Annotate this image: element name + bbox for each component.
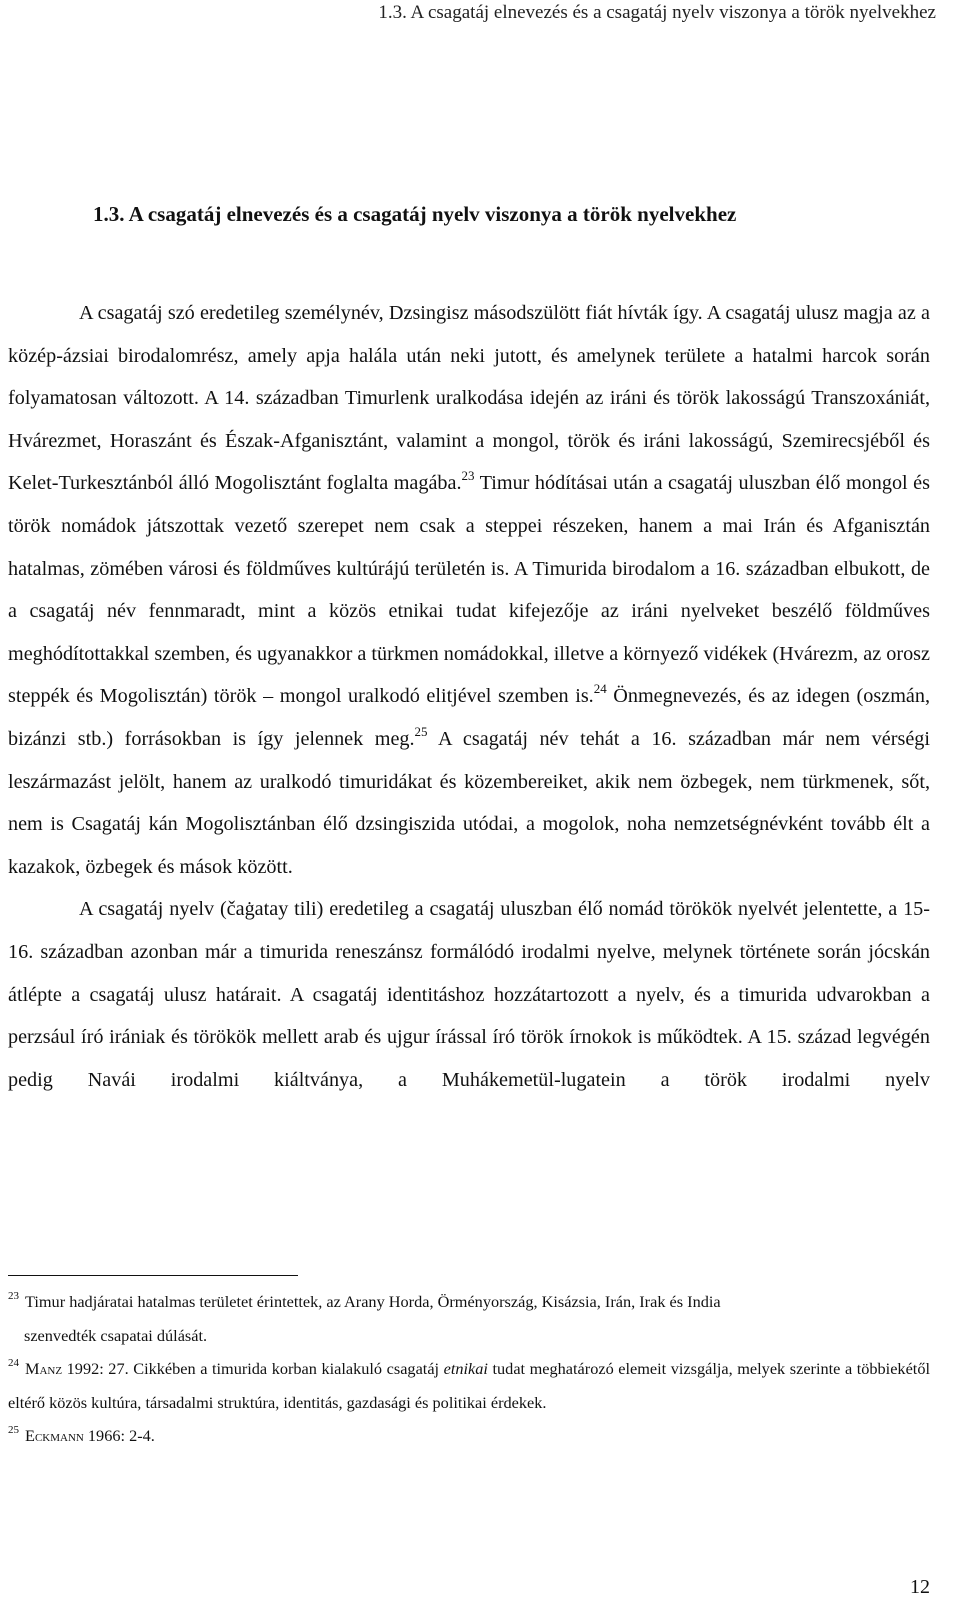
- footnote-24-text-a: 1992: 27. Cikkében a timurida korban kialakuló csagatáj: [62, 1359, 444, 1378]
- paragraph-1-part-4: A csagatáj név tehát a 16. században már nem vérségi leszármazást jelölt, hanem az uralkodó timuridákat és közembereiket, akik nem özbegek, nem türkmenek, sőt, nem is Csagatáj kán Mogolisztánban élő dzsingiszida utódai, a mogolok, noha nemzetségnévként tovább élt a kazakok, özbegek és mások között.: [8, 727, 930, 878]
- paragraph-1-part-1: A csagatáj szó eredetileg személynév, Dzsingisz másodszülött fiát hívták így. A csagatáj ulusz magja az a közép-ázsiai birodalomrész, amely apja halála után neki jutott, és amelynek területe a hatalmi harcok során folyamatosan változott. A 14. században Timurlenk uralkodása idején az iráni és török lakosságú Transzoxániát, Hvárezmet, Horaszánt és Észak-Afganisztánt, valamint a mongol, török és iráni lakosságú, Szemirecsjéből és Kelet-Turkesztánból álló Mogolisztánt foglalta magába.: [8, 302, 930, 495]
- footnote-23-continuation: szenvedték csapatai dúlását.: [24, 1325, 208, 1345]
- paragraph-1: [8, 292, 930, 888]
- section-title: 1.3. A csagatáj elnevezés és a csagatáj nyelv viszonya a török nyelvekhez: [93, 202, 737, 226]
- footnote-23: [8, 1285, 930, 1319]
- footnote-ref-23: 23: [461, 468, 475, 484]
- footnote-24-text-b: tudat meghatározó elemeit vizsgálja, melyek szerinte a többiekétől eltérő közös kultúra, társadalmi struktúra, identitás, gazdasági és politikai érdekek.: [8, 1359, 930, 1412]
- running-head: 1.3. A csagatáj elnevezés és a csagatáj nyelv viszonya a török nyelvekhez: [378, 2, 936, 23]
- footnote-25-author: Eckmann: [25, 1426, 84, 1445]
- footnote-23-line-1: Timur hadjáratai hatalmas területet érintettek, az Arany Horda, Örményország, Kisázsia, Irán, Irak és India: [25, 1292, 721, 1311]
- footnote-25-text: 1966: 2-4.: [83, 1426, 155, 1445]
- footnote-25: [8, 1419, 930, 1453]
- paragraph-2: A csagatáj nyelv (čaġatay tili) eredetileg a csagatáj uluszban élő nomád törökök nyelvét jelentette, a 15-16. században azonban már a timurida reneszánsz formálódó irodalmi nyelve, melynek története során jócskán átlépte a csagatáj ulusz határait. A csagatáj identitáshoz hozzátartozott a nyelv, és a timurida udvarokban a perzsául író irániak és törökök mellett arab és ujgur írással író török írnokok is működtek. A 15. század legvégén pedig Navái irodalmi kiáltványa, a Muhákemetül-lugatein a török irodalmi nyelv: [8, 898, 930, 1091]
- footnote-24-marker: 24: [8, 1357, 19, 1369]
- paragraph-1-part-2: Timur hódításai után a csagatáj uluszban élő mongol és török nomádok játszottak vezető szerepet nem csak a steppei részeken, hanem a mai Irán és Afganisztán hatalmas, zömében városi és földműves kultúrájú területén is. A Timurida birodalom a 16. században elbukott, de a csagatáj név fennmaradt, mint a közös etnikai tudat kifejezője az iráni nyelveket beszélő földműves meghódítottakkal szemben, és ugyanakkor a türkmen nomádokkal, illetve a környező vidékek (Hvárezm, az orosz steppék és Mogolisztán) török – mongol uralkodó elitjével szemben is.: [8, 472, 930, 708]
- footnote-24-author: Manz: [25, 1359, 63, 1378]
- footnote-25-marker: 25: [8, 1424, 19, 1436]
- footnote-ref-24: 24: [593, 681, 607, 697]
- paragraph-1-part-3: Önmegnevezés, és az idegen (oszmán, bizánzi stb.) forrásokban is így jelennek meg.: [8, 685, 930, 750]
- footnote-24-emphasis: etnikai: [443, 1359, 488, 1378]
- footnotes: [8, 1285, 930, 1453]
- footnote-separator: [8, 1275, 298, 1276]
- footnote-23-marker: 23: [8, 1290, 19, 1302]
- footnote-24: [8, 1352, 930, 1419]
- footnote-ref-25: 25: [414, 723, 428, 739]
- body-text: [8, 292, 930, 1101]
- page-number: 12: [910, 1576, 930, 1598]
